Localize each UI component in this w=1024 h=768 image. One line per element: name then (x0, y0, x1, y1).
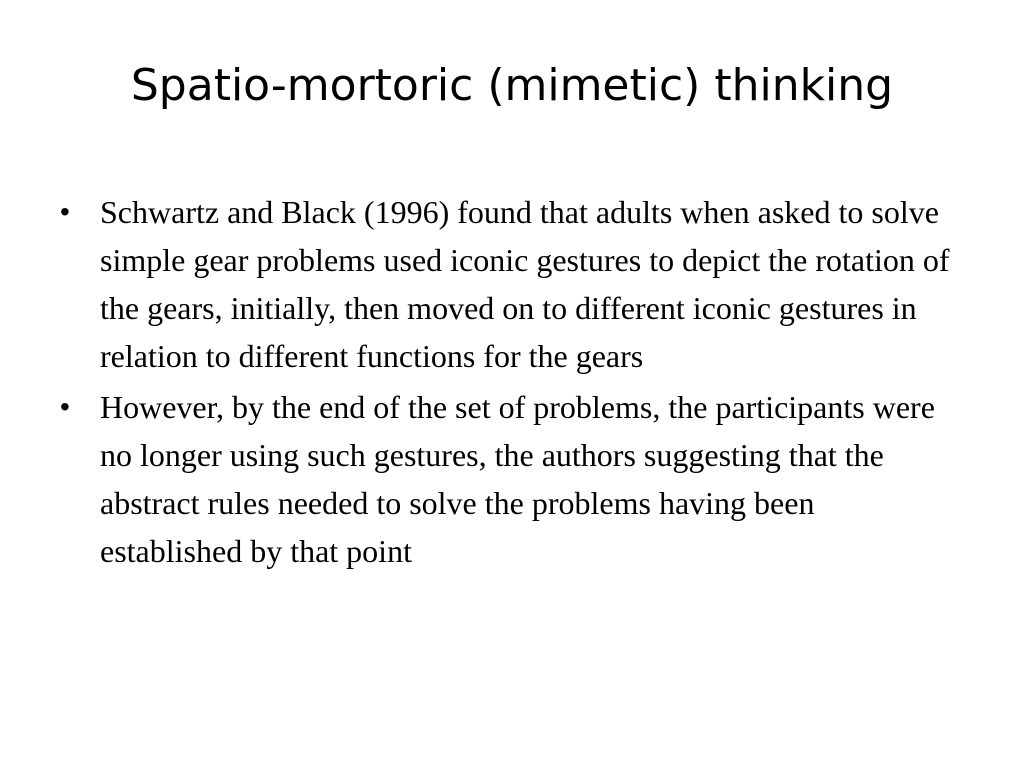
bullet-list (52, 188, 952, 578)
bullet-item (52, 383, 952, 575)
bullet-text: Schwartz and Black (1996) found that adults when asked to solve simple gear problems used iconic gestures to depict the rotation of the gears, initially, then moved on to different iconic gestures in relation to different functions for the gears (100, 194, 950, 374)
bullet-item (52, 188, 952, 380)
bullet-marker-icon: • (60, 391, 70, 422)
bullet-text: However, by the end of the set of problems, the participants were no longer using such gestures, the authors suggesting that the abstract rules needed to solve the problems having been established by that point (100, 389, 935, 569)
bullet-marker-icon: • (60, 196, 70, 227)
slide-title: Spatio-mortoric (mimetic) thinking (130, 60, 894, 111)
